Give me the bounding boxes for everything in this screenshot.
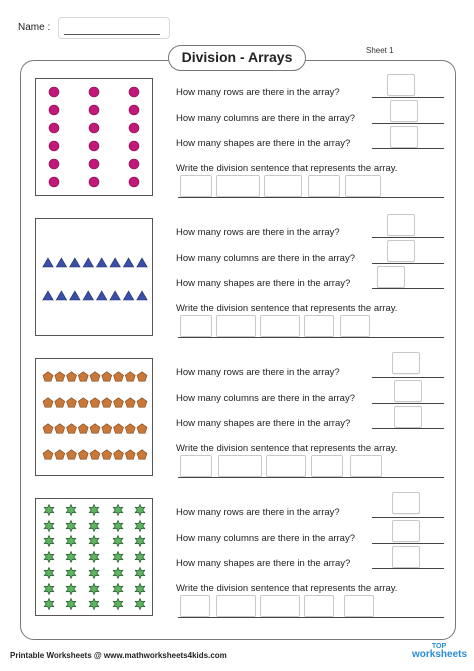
star-shape <box>113 568 123 579</box>
pentagon-shape <box>137 398 147 407</box>
pentagon-shape <box>55 372 65 381</box>
question-sentence: Write the division sentence that represents the array. <box>176 303 398 314</box>
question-columns: How many columns are there in the array? <box>176 533 355 544</box>
circle-shape <box>129 87 139 97</box>
question-shapes: How many shapes are there in the array? <box>176 138 351 149</box>
sentence-box-5[interactable] <box>344 595 374 617</box>
pentagon-shape <box>102 450 112 459</box>
pentagon-shape <box>43 450 53 459</box>
answer-shapes-input[interactable] <box>394 406 422 428</box>
answer-rows-input[interactable] <box>392 352 420 374</box>
sentence-box-4[interactable] <box>308 175 340 197</box>
sentence-box-3[interactable] <box>266 455 306 477</box>
name-label: Name : <box>18 22 51 33</box>
footer-label: Printable Worksheets @ <box>10 651 104 660</box>
star-shape <box>113 552 123 563</box>
pentagon-shape <box>78 424 88 433</box>
array-box-3 <box>35 358 153 476</box>
answer-columns-input[interactable] <box>387 240 415 262</box>
star-shape <box>89 521 99 532</box>
question-shapes: How many shapes are there in the array? <box>176 278 351 289</box>
pentagon-shape <box>114 372 124 381</box>
question-columns: How many columns are there in the array? <box>176 253 355 264</box>
answer-rows-input[interactable] <box>392 492 420 514</box>
brand-top: TOP <box>431 643 447 650</box>
star-shape <box>66 584 76 595</box>
question-rows: How many rows are there in the array? <box>176 507 340 518</box>
pentagon-shape <box>67 372 77 381</box>
star-shape <box>113 584 123 595</box>
sheet-label: Sheet 1 <box>366 46 394 55</box>
circle-shape <box>49 141 59 151</box>
answer-line <box>372 568 444 569</box>
pentagon-shape <box>114 398 124 407</box>
pentagon-shape <box>102 424 112 433</box>
question-rows: How many rows are there in the array? <box>176 227 340 238</box>
star-shape <box>135 505 145 516</box>
star-shape <box>113 536 123 547</box>
pentagon-shape <box>125 424 135 433</box>
star-shape <box>135 568 145 579</box>
brand-logo <box>412 643 466 659</box>
circle-shape <box>49 159 59 169</box>
pentagon-shape <box>78 398 88 407</box>
sentence-box-3[interactable] <box>264 175 302 197</box>
pentagon-shape <box>78 372 88 381</box>
circle-shape <box>129 141 139 151</box>
sentence-box-3[interactable] <box>260 315 300 337</box>
circle-shape <box>129 177 139 187</box>
array-stars <box>36 499 154 617</box>
pentagon-shape <box>114 450 124 459</box>
star-shape <box>89 505 99 516</box>
pentagon-shape <box>90 372 100 381</box>
sentence-box-1[interactable] <box>180 595 210 617</box>
circle-shape <box>49 123 59 133</box>
question-sentence: Write the division sentence that represents the array. <box>176 443 398 454</box>
star-shape <box>66 521 76 532</box>
answer-columns-input[interactable] <box>394 380 422 402</box>
circle-shape <box>49 105 59 115</box>
answer-rows-input[interactable] <box>387 74 415 96</box>
circle-shape <box>129 105 139 115</box>
footer <box>10 651 227 660</box>
star-shape <box>44 521 54 532</box>
circle-shape <box>89 87 99 97</box>
star-shape <box>44 505 54 516</box>
pentagon-shape <box>125 398 135 407</box>
pentagon-shape <box>137 424 147 433</box>
answer-line <box>372 97 444 98</box>
sentence-line <box>178 337 444 338</box>
circle-shape <box>49 87 59 97</box>
problem-section-3 <box>20 342 456 482</box>
triangle-shape <box>83 291 93 300</box>
triangle-shape <box>56 258 66 267</box>
star-shape <box>113 599 123 610</box>
answer-line <box>372 123 444 124</box>
sentence-box-2[interactable] <box>216 595 256 617</box>
sentence-line <box>178 197 444 198</box>
star-shape <box>135 521 145 532</box>
pentagon-shape <box>55 398 65 407</box>
triangle-shape <box>83 258 93 267</box>
star-shape <box>89 568 99 579</box>
star-shape <box>113 505 123 516</box>
problem-section-1 <box>20 62 456 202</box>
pentagon-shape <box>114 424 124 433</box>
star-shape <box>135 599 145 610</box>
triangle-shape <box>110 258 120 267</box>
name-field[interactable] <box>58 17 170 39</box>
sentence-box-2[interactable] <box>218 455 262 477</box>
triangle-shape <box>56 291 66 300</box>
circle-shape <box>49 177 59 187</box>
pentagon-shape <box>125 450 135 459</box>
pentagon-shape <box>125 372 135 381</box>
circle-shape <box>89 159 99 169</box>
array-box-1 <box>35 78 153 196</box>
star-shape <box>66 599 76 610</box>
answer-rows-input[interactable] <box>387 214 415 236</box>
problem-section-4 <box>20 482 456 622</box>
array-circles <box>36 79 154 197</box>
array-pentagons <box>36 359 154 477</box>
footer-site-link[interactable]: www.mathworksheets4kids.com <box>103 651 227 660</box>
pentagon-shape <box>102 372 112 381</box>
circle-shape <box>89 141 99 151</box>
pentagon-shape <box>55 424 65 433</box>
sentence-box-5[interactable] <box>340 315 370 337</box>
circle-shape <box>89 123 99 133</box>
question-shapes: How many shapes are there in the array? <box>176 418 351 429</box>
array-triangles <box>36 219 154 337</box>
pentagon-shape <box>137 450 147 459</box>
star-shape <box>44 536 54 547</box>
sentence-line <box>178 477 444 478</box>
circle-shape <box>129 123 139 133</box>
question-columns: How many columns are there in the array? <box>176 393 355 404</box>
pentagon-shape <box>67 450 77 459</box>
sentence-line <box>178 617 444 618</box>
triangle-shape <box>137 291 147 300</box>
pentagon-shape <box>102 398 112 407</box>
triangle-shape <box>97 258 107 267</box>
sentence-box-1[interactable] <box>180 175 212 197</box>
answer-line <box>372 237 444 238</box>
question-rows: How many rows are there in the array? <box>176 367 340 378</box>
star-shape <box>89 584 99 595</box>
star-shape <box>89 599 99 610</box>
answer-line <box>372 148 444 149</box>
question-columns: How many columns are there in the array? <box>176 113 355 124</box>
answer-line <box>372 543 444 544</box>
star-shape <box>135 536 145 547</box>
sentence-box-2[interactable] <box>216 315 256 337</box>
answer-shapes-input[interactable] <box>377 266 405 288</box>
problem-section-2 <box>20 202 456 342</box>
answer-line <box>372 428 444 429</box>
answer-line <box>372 377 444 378</box>
circle-shape <box>129 159 139 169</box>
sentence-box-5[interactable] <box>345 175 381 197</box>
worksheet-title: Division - Arrays <box>168 45 306 71</box>
pentagon-shape <box>67 398 77 407</box>
pentagon-shape <box>55 450 65 459</box>
sentence-box-2[interactable] <box>216 175 260 197</box>
pentagon-shape <box>137 372 147 381</box>
name-line <box>64 34 160 35</box>
array-box-4 <box>35 498 153 616</box>
answer-columns-input[interactable] <box>392 520 420 542</box>
triangle-shape <box>123 258 133 267</box>
triangle-shape <box>137 258 147 267</box>
pentagon-shape <box>43 398 53 407</box>
answer-columns-input[interactable] <box>390 100 418 122</box>
star-shape <box>44 568 54 579</box>
pentagon-shape <box>67 424 77 433</box>
sentence-box-5[interactable] <box>350 455 382 477</box>
triangle-shape <box>43 291 53 300</box>
star-shape <box>66 568 76 579</box>
answer-line <box>372 403 444 404</box>
star-shape <box>113 521 123 532</box>
star-shape <box>44 599 54 610</box>
question-rows: How many rows are there in the array? <box>176 87 340 98</box>
brand-bottom: worksheets <box>412 649 468 660</box>
sentence-box-3[interactable] <box>260 595 300 617</box>
answer-line <box>372 517 444 518</box>
star-shape <box>66 552 76 563</box>
triangle-shape <box>97 291 107 300</box>
triangle-shape <box>70 258 80 267</box>
pentagon-shape <box>90 398 100 407</box>
answer-line <box>372 288 444 289</box>
sentence-box-4[interactable] <box>304 595 334 617</box>
star-shape <box>89 536 99 547</box>
pentagon-shape <box>43 424 53 433</box>
star-shape <box>44 552 54 563</box>
sentence-box-4[interactable] <box>311 455 343 477</box>
sentence-box-1[interactable] <box>180 455 212 477</box>
pentagon-shape <box>78 450 88 459</box>
question-sentence: Write the division sentence that represents the array. <box>176 163 398 174</box>
triangle-shape <box>70 291 80 300</box>
star-shape <box>66 505 76 516</box>
answer-shapes-input[interactable] <box>390 126 418 148</box>
star-shape <box>135 584 145 595</box>
question-shapes: How many shapes are there in the array? <box>176 558 351 569</box>
star-shape <box>66 536 76 547</box>
triangle-shape <box>110 291 120 300</box>
triangle-shape <box>43 258 53 267</box>
star-shape <box>44 584 54 595</box>
sentence-box-1[interactable] <box>180 315 212 337</box>
sentence-box-4[interactable] <box>304 315 334 337</box>
circle-shape <box>89 177 99 187</box>
answer-line <box>372 263 444 264</box>
circle-shape <box>89 105 99 115</box>
pentagon-shape <box>43 372 53 381</box>
array-box-2 <box>35 218 153 336</box>
star-shape <box>135 552 145 563</box>
answer-shapes-input[interactable] <box>392 546 420 568</box>
triangle-shape <box>123 291 133 300</box>
question-sentence: Write the division sentence that represents the array. <box>176 583 398 594</box>
pentagon-shape <box>90 450 100 459</box>
pentagon-shape <box>90 424 100 433</box>
star-shape <box>89 552 99 563</box>
